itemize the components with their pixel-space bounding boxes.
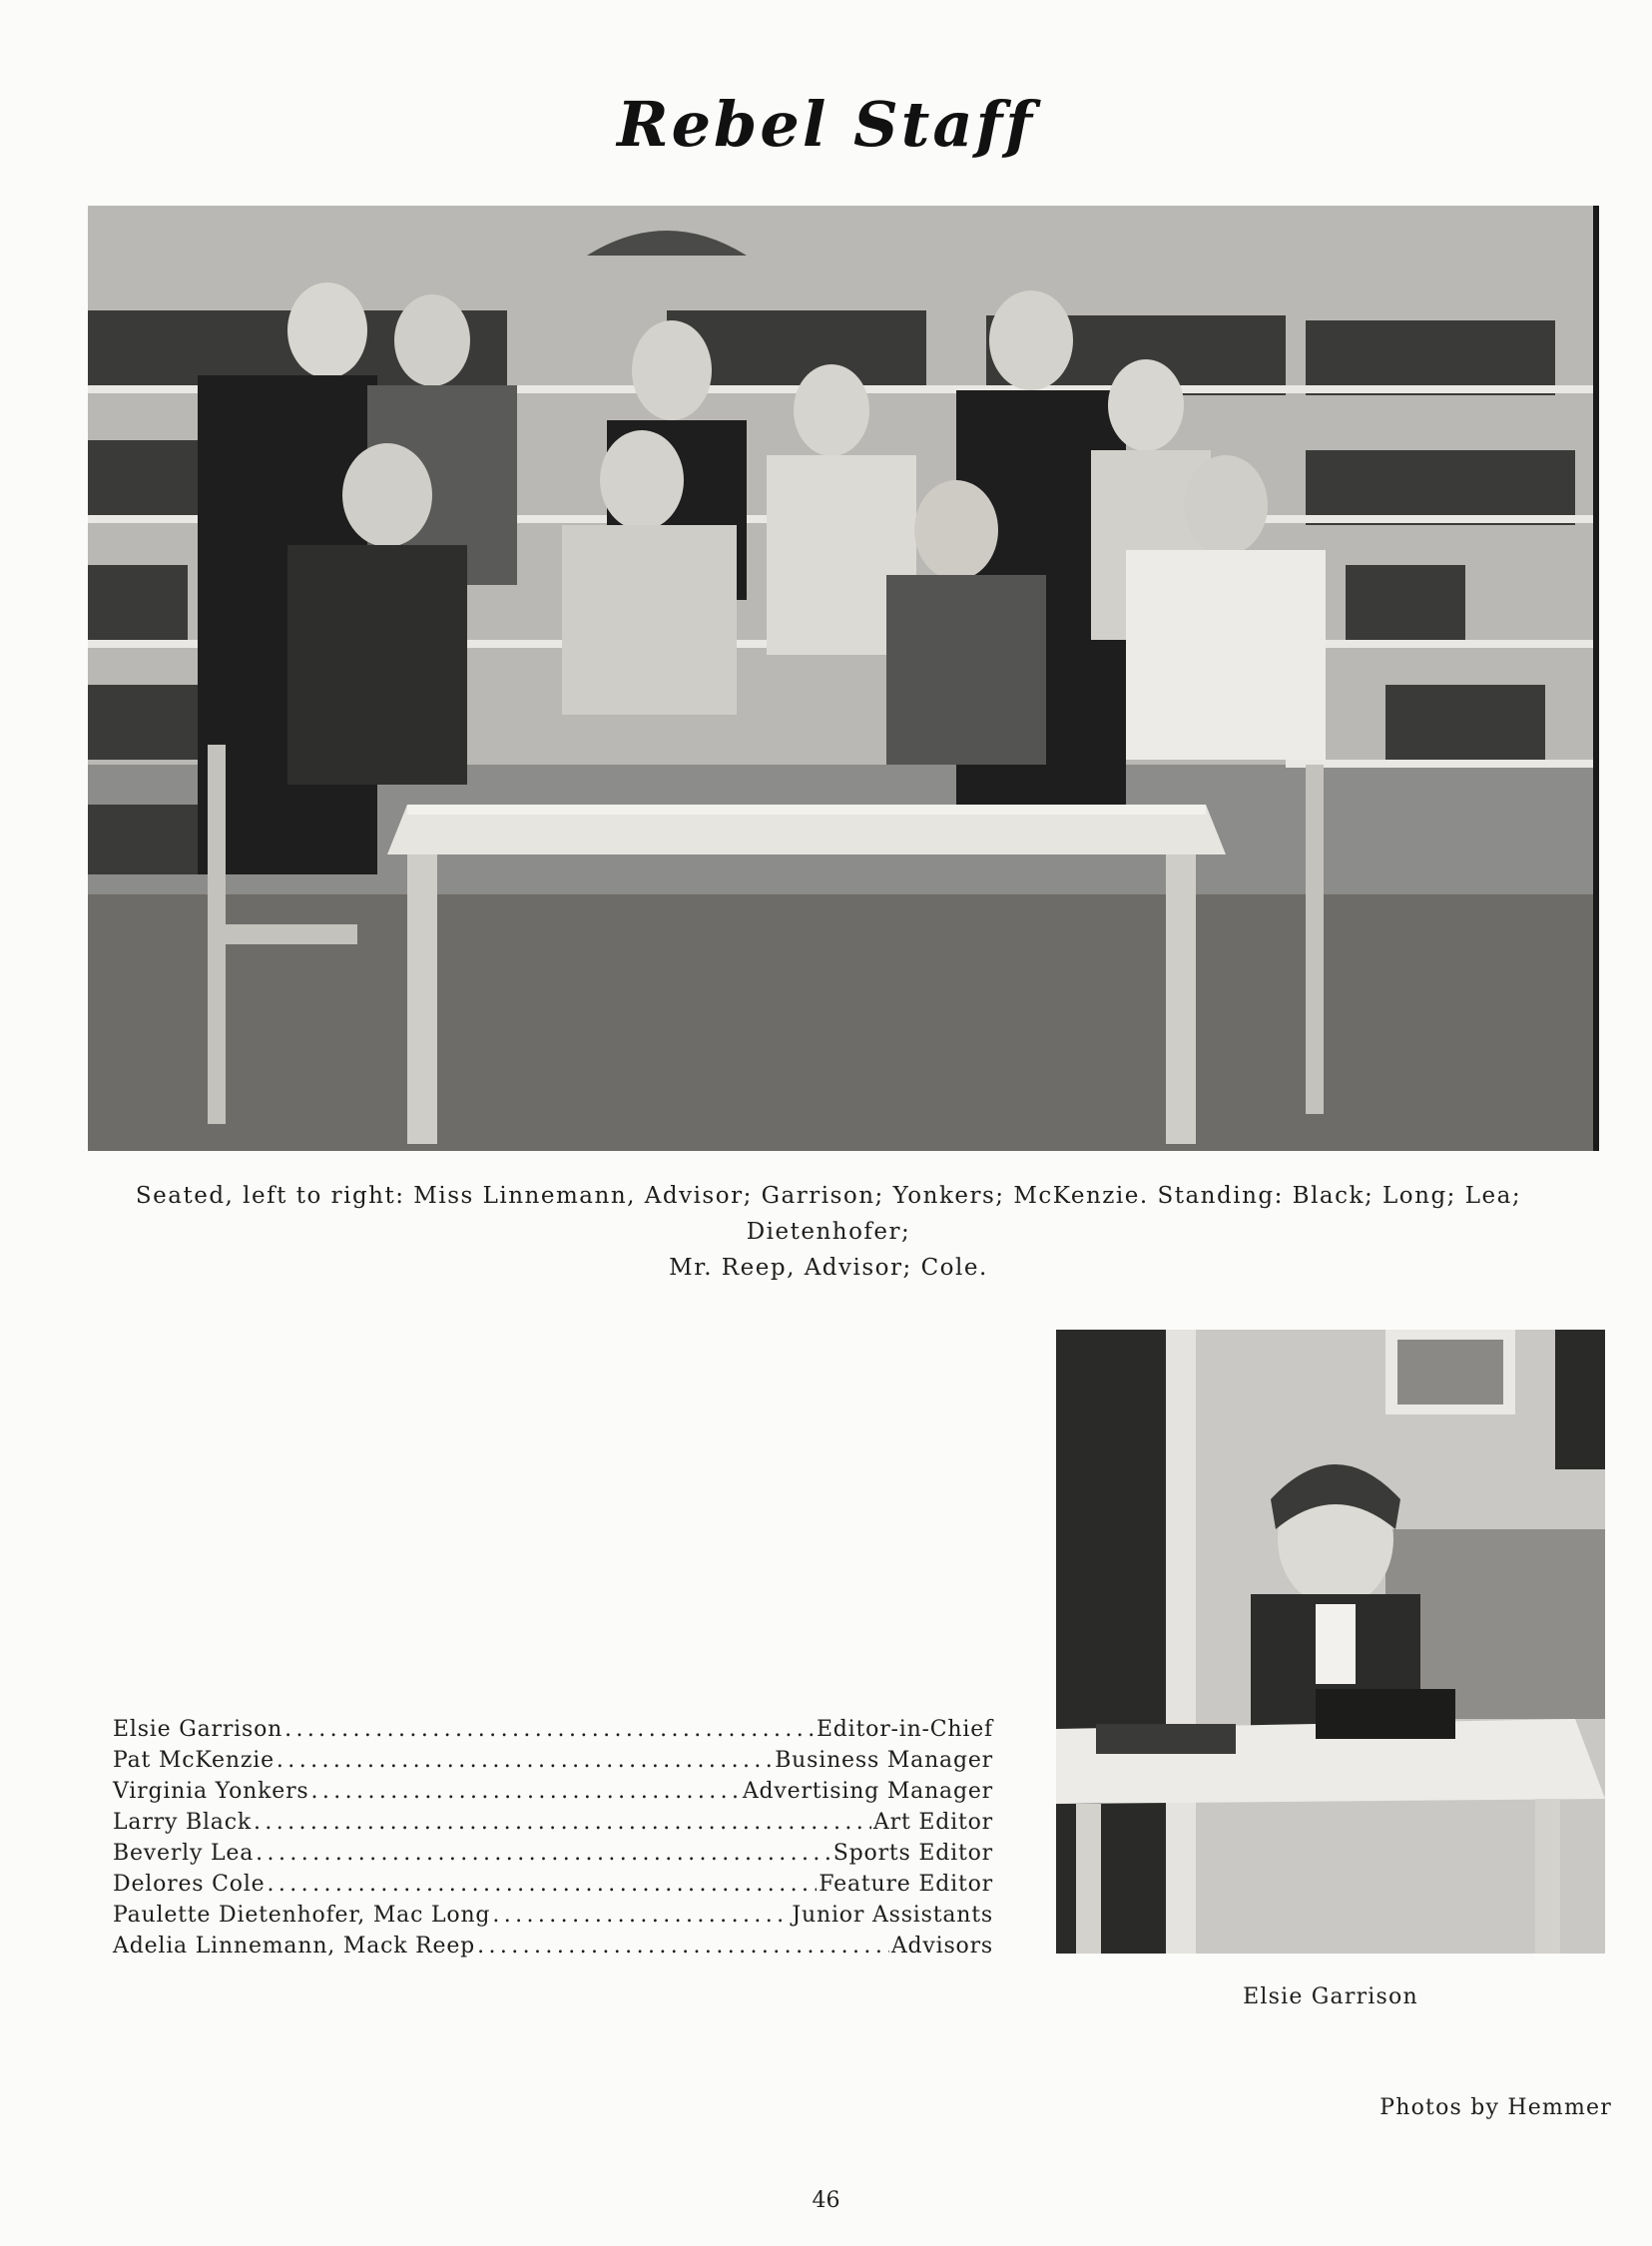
roster-row	[113, 1779, 993, 1810]
dot-leader	[268, 1872, 818, 1897]
staff-roster	[113, 1717, 993, 1965]
staff-name: Virginia Yonkers	[113, 1779, 309, 1804]
roster-row	[113, 1903, 993, 1934]
staff-name: Larry Black	[113, 1810, 252, 1835]
page-number: 46	[812, 2188, 840, 2213]
dot-leader	[284, 1717, 815, 1742]
photo-credit: Photos by Hemmer	[1379, 2095, 1612, 2120]
staff-name: Adelia Linnemann, Mack Reep	[113, 1934, 476, 1959]
roster-row	[113, 1872, 993, 1903]
staff-name: Beverly Lea	[113, 1841, 255, 1866]
roster-row	[113, 1934, 993, 1965]
caption-line-2: Mr. Reep, Advisor; Cole.	[669, 1255, 988, 1281]
staff-role: Art Editor	[872, 1810, 993, 1835]
staff-name: Paulette Dietenhofer, Mac Long	[113, 1903, 491, 1928]
staff-role: Feature Editor	[819, 1872, 993, 1897]
page-title: Rebel Staff	[617, 88, 1035, 161]
dot-leader	[477, 1934, 889, 1959]
roster-row	[113, 1810, 993, 1841]
staff-role: Junior Assistants	[792, 1903, 993, 1928]
portrait-caption: Elsie Garrison	[1243, 1984, 1418, 2009]
staff-role: Editor-in-Chief	[816, 1717, 993, 1742]
group-photo-caption	[80, 1178, 1577, 1286]
staff-role: Business Manager	[775, 1748, 993, 1773]
dot-leader	[492, 1903, 790, 1928]
staff-name: Delores Cole	[113, 1872, 266, 1897]
staff-role: Advertising Manager	[742, 1779, 993, 1804]
staff-role: Sports Editor	[832, 1841, 993, 1866]
group-photo	[88, 206, 1599, 1151]
dot-leader	[276, 1748, 773, 1773]
roster-row	[113, 1748, 993, 1779]
dot-leader	[310, 1779, 740, 1804]
dot-leader	[256, 1841, 831, 1866]
dot-leader	[254, 1810, 871, 1835]
portrait-photo	[1056, 1330, 1605, 1954]
staff-role: Advisors	[890, 1934, 993, 1959]
roster-row	[113, 1717, 993, 1748]
caption-line-1: Seated, left to right: Miss Linnemann, Advisor; Garrison; Yonkers; McKenzie. Standing: Black; Long; Lea; Dietenhofer;	[135, 1183, 1522, 1245]
roster-row	[113, 1841, 993, 1872]
staff-name: Pat McKenzie	[113, 1748, 275, 1773]
staff-name: Elsie Garrison	[113, 1717, 283, 1742]
